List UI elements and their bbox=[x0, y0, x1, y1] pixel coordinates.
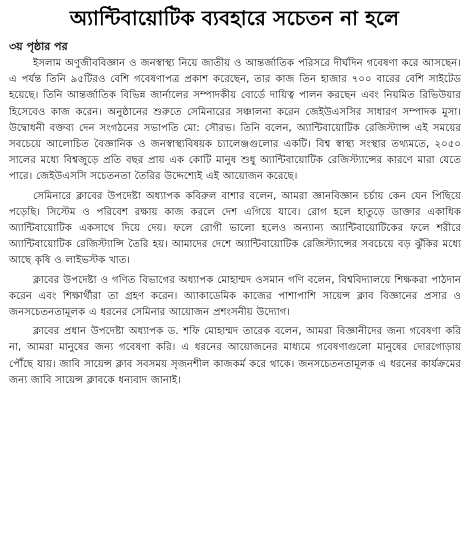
headline: অ্যান্টিবায়োটিক ব্যবহারে সচেতন না হলে bbox=[69, 6, 400, 30]
paragraph: ক্লাবের প্রধান উপদেষ্টা অধ্যাপক ড. শফি মোহাম্মদ তারেক বলেন, আমরা বিজ্ঞানীদের জন্য গবেষণা করি না, আমরা মানুষের জন্য গবেষণা করি। এ ধরনের আয়োজনের মাধ্যমে গবেষণাগুলো মানুষের দোরগোড়ায় পৌঁছে যায়। জাবি সায়েন্স ক্লাব সবসময় সৃজনশীল কাজকর্ম করে থাকে। জনসচেতনতামূলক এ ধরনের কার্যক্রমের জন্য জাবি সায়েন্স ক্লাবকে ধন্যবাদ জানাই। bbox=[9, 326, 461, 386]
paragraph: ক্লাবের উপদেষ্টা ও গণিত বিভাগের অধ্যাপক মোহাম্মদ ওসমান গণি বলেন, বিশ্ববিদ্যালয়ে শিক্ষকরা পাঠদান করেন এবং শিক্ষার্থীরা তা গ্রহণ করেন। অ্যাকাডেমিক কাজের পাশাপাশি সায়েন্স ক্লাব বিজ্ঞানের প্রসার ও জনসচেতনতামূলক এ ধরনের সেমিনার আয়োজন প্রশংসনীয় উদ্যোগ। bbox=[9, 274, 461, 319]
continued-from-label: ৩য় পৃষ্ঠার পর bbox=[9, 40, 68, 53]
paragraph: সেমিনারে ক্লাবের উপদেষ্টা অধ্যাপক কবিরুল বাশার বলেন, আমরা জ্ঞানবিজ্ঞান চর্চায় কেন যেন পিছিয়ে পড়েছি। সিস্টেম ও পরিবেশ রক্ষায় কাজ করলে দেশ এগিয়ে যাবে। রোগ হলে হাতুড়ে ডাক্তার একাধিক অ্যান্টিবায়োটিক একসাথে দিয়ে দেয়। ফলে রোগী ভালো হলেও অন্যান্য অ্যান্টিবায়োটিকের ফলে শরীরে অ্যান্টিবায়োটিক রেজিস্ট্যান্সি তৈরি হয়। আমাদের দেশে অ্যান্টিবায়োটিক রেজিস্ট্যান্সের সবচেয়ে বড় ঝুঁকির মধ্যে আছে কৃষি ও লাইভস্টক খাত। bbox=[9, 190, 461, 267]
paragraph: ইসলাম অণুজীববিজ্ঞান ও জনস্বাস্থ্য নিয়ে জাতীয় ও আন্তর্জাতিক পরিসরে দীর্ঘদিন গবেষণা করে আসছেন। এ পর্যন্ত তিনি ৯৫টিরও বেশি গবেষণাপত্র প্রকাশ করেছেন, তার কাজ তিন হাজার ৭০০ বারের বেশি সাইটেড হয়েছে। তিনি আন্তর্জাতিক বিভিন্ন জার্নালের সম্পাদকীয় বোর্ডে দায়িত্ব পালন করছেন এবং নিয়মিত রিভিউয়ার হিসেবেও কাজ করেন। অনুষ্ঠানের শুরুতে সেমিনারের সঞ্চালনা করেন জেইউএসসির সাধারণ সম্পাদক মুসা। উদ্বোধনী বক্তব্য দেন সংগঠনের সভাপতি মো: সৌরভ। তিনি বলেন, অ্যান্টিবায়োটিক রেজিস্ট্যান্স এই সময়ের সবচেয়ে আলোচিত বৈজ্ঞানিক ও জনস্বাস্থ্যবিষয়ক চ্যালেঞ্জগুলোর একটি। বিশ্ব স্বাস্থ্য সংস্থার তথ্যমতে, ২০৫০ সালের মধ্যে বিশ্বজুড়ে প্রতি বছর প্রায় এক কোটি মানুষ শুধু অ্যান্টিবায়োটিক রেজিস্ট্যান্সের কারণে মারা যেতে পারে। জেইউএসসি সচেতনতা তৈরির উদ্দেশ্যেই এই আয়োজন করেছে। bbox=[9, 58, 461, 183]
article-body bbox=[9, 56, 461, 392]
